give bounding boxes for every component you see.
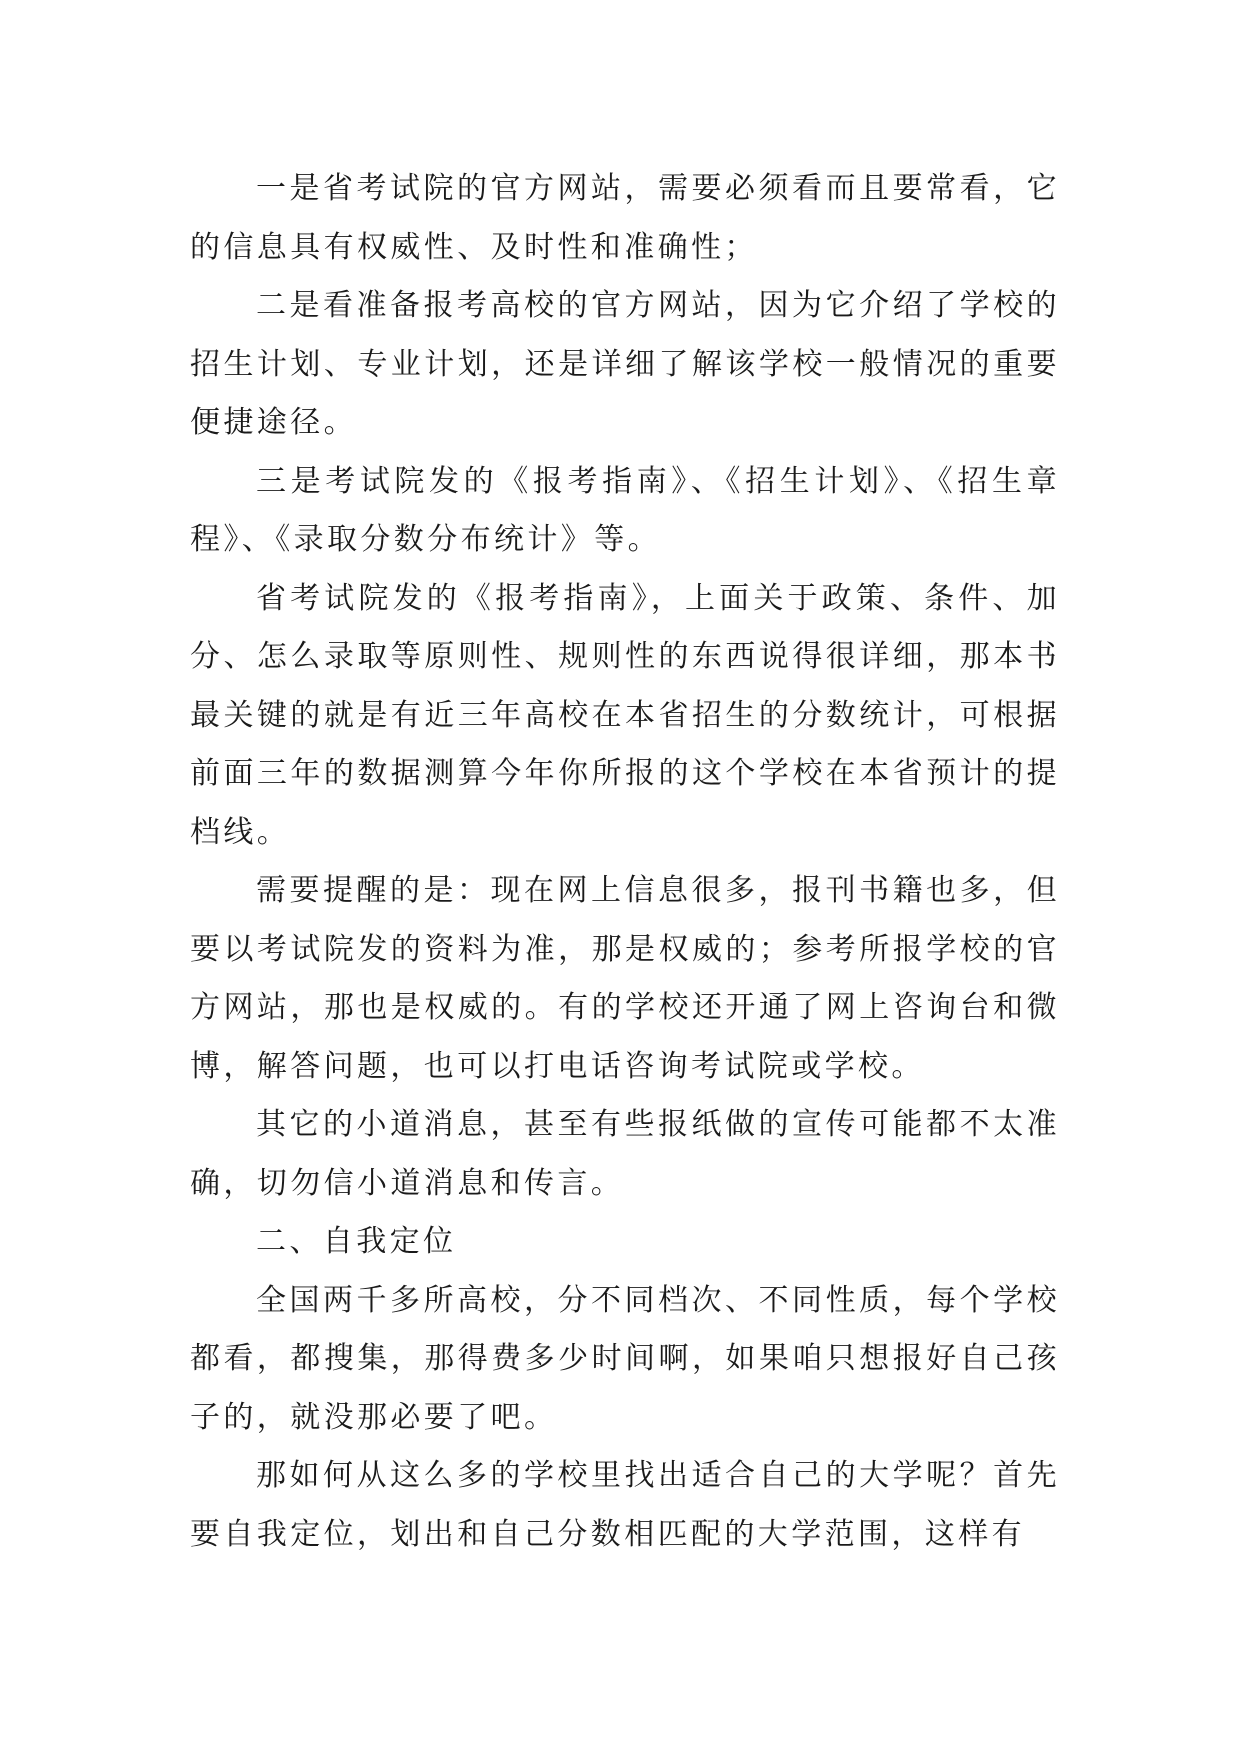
paragraph-reminder: 需要提醒的是：现在网上信息很多，报刊书籍也多，但要以考试院发的资料为准，那是权威的；参考所报学校的官方网站，那也是权威的。有的学校还开通了网上咨询台和微博，解答问题，也可以打电话咨询考试院或学校。	[190, 873, 1060, 1084]
document-body	[190, 160, 1060, 1564]
paragraph-universities-count: 全国两千多所高校，分不同档次、不同性质，每个学校都看，都搜集，那得费多少时间啊，如果咱只想报好自己孩子的，就没那必要了吧。	[190, 1282, 1060, 1435]
paragraph-application-guide: 省考试院发的《报考指南》，上面关于政策、条件、加分、怎么录取等原则性、规则性的东西说得很详细，那本书最关键的就是有近三年高校在本省招生的分数统计，可根据前面三年的数据测算今年你所报的这个学校在本省预计的提档线。	[190, 580, 1060, 850]
paragraph-official-site: 一是省考试院的官方网站，需要必须看而且要常看，它的信息具有权威性、及时性和准确性；	[190, 171, 1060, 265]
section-heading-self-positioning: 二、自我定位	[256, 1224, 457, 1259]
paragraph-publications: 三是考试院发的《报考指南》、《招生计划》、《招生章程》、《录取分数分布统计》等。	[190, 463, 1060, 557]
paragraph-university-sites: 二是看准备报考高校的官方网站，因为它介绍了学校的招生计划、专业计划，还是详细了解该学校一般情况的重要便捷途径。	[190, 288, 1060, 440]
paragraph-rumors: 其它的小道消息，甚至有些报纸做的宣传可能都不太准确，切勿信小道消息和传言。	[190, 1107, 1060, 1201]
paragraph-finding-university: 那如何从这么多的学校里找出适合自己的大学呢？首先要自我定位，划出和自己分数相匹配的大学范围，这样有	[190, 1458, 1060, 1552]
